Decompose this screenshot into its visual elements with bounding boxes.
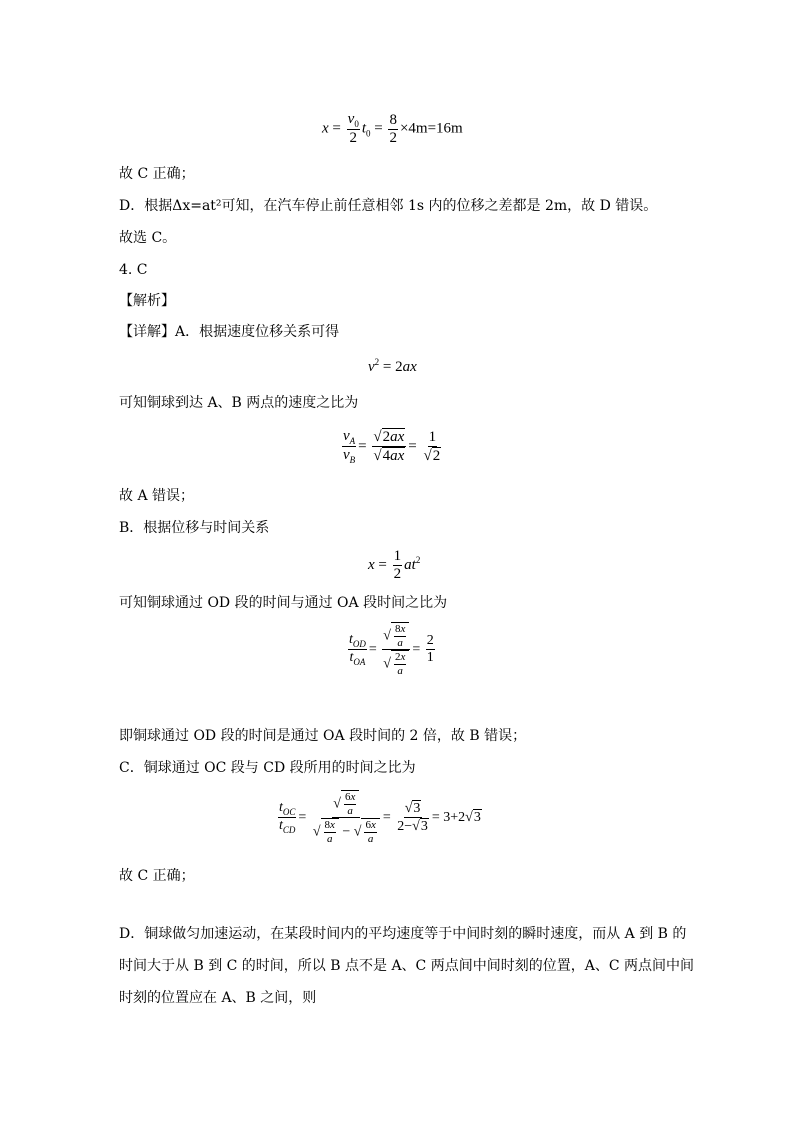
paragraph-line: 时刻的位置应在 A、B 之间，则: [119, 990, 317, 1006]
paragraph-line: D．根据Δx=at²可知，在汽车停止前任意相邻 1s 内的位移之差都是 2m，故 D 错误。: [119, 198, 658, 214]
paragraph-line: 故 C 正确；: [119, 868, 195, 884]
equation-displacement: x = $\frac{v_0}{2}$ $t_0$ = $\frac{8}{2}$ ×4m=16m: [322, 111, 463, 147]
equation-velocity-ratio: $\frac{v_A}{v_B}$ = $\frac{√2ax}{√4ax}$ = $\frac{1}{√2}$: [343, 428, 441, 466]
paragraph-line: 时间大于从 B 到 C 的时间，所以 B 点不是 A、C 两点间中间时刻的位置，A、C 两点间中间: [119, 958, 694, 974]
paragraph-line: 故 A 错误；: [119, 488, 195, 504]
question-number: 4. C: [119, 262, 148, 278]
paragraph-line: B．根据位移与时间关系: [119, 520, 270, 536]
paragraph-line: 即铜球通过 OD 段的时间是通过 OA 段时间的 2 倍，故 B 错误；: [119, 728, 527, 744]
equation-time-ratio-od-oa: $\frac{t_{OD}}{t_{OA}}$ = √ $\frac{8x}{a}$ √ $\frac{2x}{a}$ = $\frac{2}{1}$: [349, 623, 434, 677]
paragraph-line: 可知铜球通过 OD 段的时间与通过 OA 段时间之比为: [119, 595, 448, 611]
paragraph-line: C．铜球通过 OC 段与 CD 段所用的时间之比为: [119, 760, 416, 776]
equation-time-ratio-oc-cd: $\frac{t_{OC}}{t_{CD}}$ = √ $\frac{6x}{a}$ √ $\frac{8x}{a}$ − √ $\frac{6x}{a}$ = $\frac{√3}{2-√3}$ = 3+2√3: [279, 791, 481, 845]
paragraph-line: 故 C 正确；: [119, 166, 195, 182]
section-heading: 【解析】: [119, 293, 175, 309]
paragraph-line: 可知铜球到达 A、B 两点的速度之比为: [119, 395, 359, 411]
equation-velocity-displacement: $v^2 = 2ax$: [368, 357, 417, 375]
paragraph-line: D．铜球做匀加速运动，在某段时间内的平均速度等于中间时刻的瞬时速度，而从 A 到 B 的: [119, 926, 687, 942]
equation-position-time: x = $\frac{1}{2}$ $at^2$: [368, 548, 421, 583]
paragraph-line: 【详解】A．根据速度位移关系可得: [119, 324, 340, 340]
paragraph-line: 故选 C。: [119, 230, 177, 246]
